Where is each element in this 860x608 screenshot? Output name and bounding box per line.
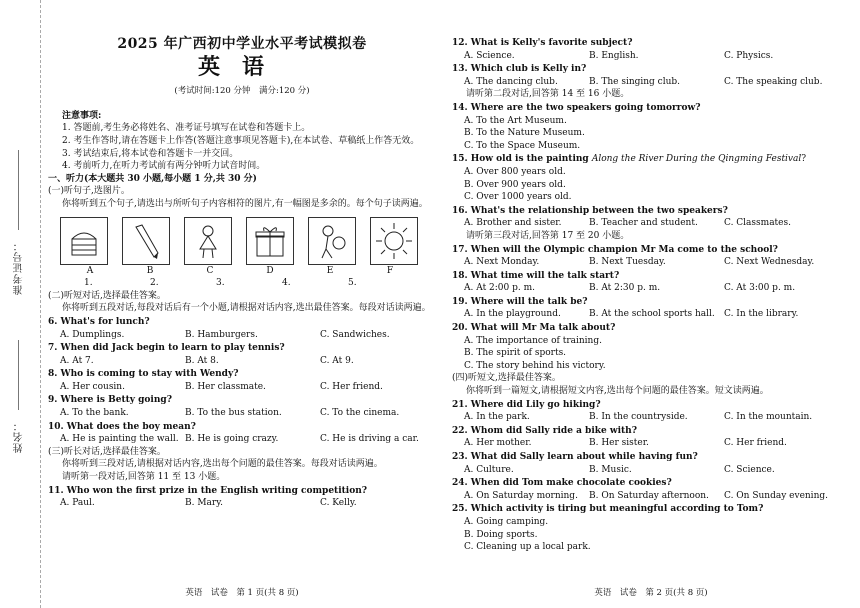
pencil-icon — [126, 221, 166, 261]
picture-letter: A — [86, 265, 94, 276]
option: B. To the bus station. — [185, 408, 282, 419]
picture-row — [60, 217, 436, 265]
option: A. Her mother. — [464, 438, 532, 449]
option: B. At 8. — [185, 355, 219, 366]
option: A. To the bank. — [60, 408, 129, 419]
question-text: 8. Who is coming to stay with Wendy? — [48, 369, 239, 380]
question-mark: ? — [801, 154, 807, 165]
option: B. On Saturday afternoon. — [589, 490, 709, 501]
option: B. In the countryside. — [589, 412, 688, 423]
option: C. In the mountain. — [724, 412, 813, 423]
cake-picture — [60, 217, 108, 265]
blank-number: 2. — [150, 278, 159, 289]
option: C. Cleaning up a local park. — [464, 542, 591, 553]
gift-picture — [246, 217, 294, 265]
option: B. Her classmate. — [185, 381, 266, 392]
option: A. To the Art Museum. — [464, 115, 567, 126]
exam-number-line — [18, 150, 19, 230]
option: B. Over 900 years old. — [464, 179, 566, 190]
question-text: 10. What does the boy mean? — [48, 421, 196, 432]
exam-number-label: 准考证号： — [14, 240, 25, 295]
option: A. Next Monday. — [464, 257, 540, 268]
notes — [48, 110, 436, 173]
option: A. In the park. — [464, 412, 530, 423]
listening-hint: 请听第一段对话,回答第 11 至 13 小题。 — [62, 472, 226, 483]
notes-title: 注意事项: — [62, 110, 102, 121]
option: B. Doing sports. — [464, 529, 538, 540]
option: C. To the cinema. — [320, 408, 400, 419]
option: A. Her cousin. — [60, 381, 125, 392]
question-text: 22. Whom did Sally ride a bike with? — [452, 425, 637, 436]
page-footer: 英语 试卷 第 2 页(共 8 页) — [594, 588, 708, 599]
page-footer: 英语 试卷 第 1 页(共 8 页) — [185, 588, 299, 599]
question-text: 21. Where did Lily go hiking? — [452, 399, 601, 410]
exam-meta: (考试时间:120 分钟 满分:120 分) — [174, 86, 310, 97]
question-text: 24. When did Tom make chocolate cookies? — [452, 478, 672, 489]
question-text — [452, 153, 850, 166]
boy-ball-picture — [308, 217, 356, 265]
option: B. Hamburgers. — [185, 329, 258, 340]
gift-icon — [250, 221, 290, 261]
answer-blanks — [84, 277, 436, 290]
question — [452, 451, 850, 476]
option: C. Kelly. — [320, 498, 357, 509]
part-heading: (四)听短文,选择最佳答案。 — [452, 373, 561, 384]
option: A. Brother and sister. — [464, 218, 562, 229]
option: B. At the school sports hall. — [589, 309, 715, 320]
option: B. The spirit of sports. — [464, 348, 567, 359]
option: A. Going camping. — [464, 516, 549, 527]
option: A. In the playground. — [464, 309, 561, 320]
option: B. Teacher and student. — [589, 218, 698, 229]
question — [452, 270, 850, 295]
option: C. The story behind his victory. — [464, 360, 606, 371]
question — [452, 503, 850, 553]
question-text: 20. What will Mr Ma talk about? — [452, 323, 616, 334]
question-text: 6. What's for lunch? — [48, 316, 150, 327]
part-heading: (三)听长对话,选择最佳答案。 — [48, 446, 166, 457]
question — [48, 485, 436, 510]
option: A. Science. — [464, 50, 515, 61]
blank-number: 3. — [216, 278, 225, 289]
page-1 — [48, 0, 436, 608]
question-text: 18. What time will the talk start? — [452, 270, 620, 281]
question-text-start: 15. How old is the painting — [452, 154, 592, 165]
option: C. At 3:00 p. m. — [724, 283, 796, 294]
part-description: 你将听到五个句子,请选出与所听句子内容相符的图片,有一幅图是多余的。每个句子读两遍。 — [62, 198, 428, 209]
question — [48, 342, 436, 367]
question — [452, 477, 850, 502]
blank-number: 4. — [282, 278, 291, 289]
blank-number: 1. — [84, 278, 93, 289]
question — [452, 102, 850, 152]
sun-icon — [374, 221, 414, 261]
option: A. On Saturday morning. — [464, 490, 578, 501]
listening-hint: 请听第三段对话,回答第 17 至 20 小题。 — [466, 230, 630, 241]
name-line — [18, 340, 19, 410]
option: B. Next Tuesday. — [589, 257, 666, 268]
option: C. Classmates. — [724, 218, 791, 229]
option: C. Next Wednesday. — [724, 257, 815, 268]
option: B. Mary. — [185, 498, 223, 509]
girl-icon — [188, 221, 228, 261]
option: C. Her friend. — [724, 438, 787, 449]
picture-letter: F — [386, 265, 394, 276]
question — [452, 425, 850, 450]
option: B. He is going crazy. — [185, 434, 279, 445]
option: C. Her friend. — [320, 381, 383, 392]
option: A. The importance of training. — [464, 335, 602, 346]
note-item: 3. 考试结束后,将本试卷和答题卡一并交回。 — [62, 148, 239, 159]
question-text: 25. Which activity is tiring but meaningful according to Tom? — [452, 504, 764, 515]
question — [48, 316, 436, 341]
question-text: 12. What is Kelly's favorite subject? — [452, 38, 633, 48]
note-item: 1. 答题前,考生务必将姓名、准考证号填写在试卷和答题卡上。 — [62, 123, 311, 134]
option: A. Paul. — [60, 498, 95, 509]
question-text: 17. When will the Olympic champion Mr Ma come to the school? — [452, 244, 778, 255]
question — [48, 394, 436, 419]
option: B. Music. — [589, 464, 632, 475]
question — [452, 322, 850, 372]
binding-margin — [0, 0, 41, 608]
exam-title: 2025 年广西初中学业水平考试模拟卷 — [117, 36, 367, 52]
subject-title: 英语 — [197, 53, 286, 80]
blank-number: 5. — [348, 278, 357, 289]
painting-title: Along the River During the Qingming Festival — [591, 154, 802, 165]
option: C. In the library. — [724, 309, 799, 320]
question-text: 13. Which club is Kelly in? — [452, 64, 587, 75]
option: C. On Sunday evening. — [724, 490, 828, 501]
option: C. Sandwiches. — [320, 329, 390, 340]
option: B. The singing club. — [589, 76, 681, 87]
question — [48, 368, 436, 393]
note-item: 4. 考前听力,在听力考试前有两分钟听力试音时间。 — [62, 161, 266, 172]
question — [48, 421, 436, 446]
option: B. To the Nature Museum. — [464, 128, 585, 139]
question-text: 7. When did Jack begin to learn to play tennis? — [48, 343, 285, 354]
pencil-picture — [122, 217, 170, 265]
option: A. Dumplings. — [60, 329, 125, 340]
part-heading: (一)听句子,选图片。 — [48, 186, 130, 197]
question-text: 9. Where is Betty going? — [48, 395, 172, 406]
option: C. To the Space Museum. — [464, 140, 581, 151]
option: C. At 9. — [320, 355, 354, 366]
option: C. Science. — [724, 464, 775, 475]
option: C. The speaking club. — [724, 76, 823, 87]
question-text: 19. Where will the talk be? — [452, 296, 588, 307]
question-text: 16. What's the relationship between the two speakers? — [452, 205, 728, 216]
option: A. Over 800 years old. — [464, 166, 566, 177]
option: B. Her sister. — [589, 438, 649, 449]
question — [452, 244, 850, 269]
option: C. He is driving a car. — [320, 434, 419, 445]
question-text: 14. Where are the two speakers going tomorrow? — [452, 102, 701, 113]
question — [452, 205, 850, 230]
option: B. English. — [589, 50, 639, 61]
picture-letters — [60, 265, 436, 278]
part-description: 你将听到三段对话,请根据对话内容,选出每个问题的最佳答案。每段对话读两遍。 — [62, 459, 383, 470]
question-text: 11. Who won the first prize in the English writing competition? — [48, 485, 368, 496]
sun-picture — [370, 217, 418, 265]
option: A. The dancing club. — [464, 76, 558, 87]
option: C. Physics. — [724, 50, 774, 61]
note-item: 2. 考生作答时,请在答题卡上作答(答题注意事项见答题卡),在本试卷、草稿纸上作答无效。 — [62, 135, 420, 146]
part-heading: (二)听短对话,选择最佳答案。 — [48, 290, 166, 301]
girl-picture — [184, 217, 232, 265]
question — [452, 296, 850, 321]
option: A. At 2:00 p. m. — [464, 283, 535, 294]
option: A. He is painting the wall. — [60, 434, 179, 445]
picture-letter: B — [146, 265, 154, 276]
question — [452, 153, 850, 203]
cake-icon — [64, 221, 104, 261]
question — [452, 63, 850, 88]
listening-hint: 请听第二段对话,回答第 14 至 16 小题。 — [466, 89, 630, 100]
picture-letter: D — [266, 265, 274, 276]
page-2 — [452, 0, 850, 608]
option: A. At 7. — [60, 355, 94, 366]
picture-letter: C — [206, 265, 214, 276]
part-description: 你将听到一篇短文,请根据短文内容,选出每个问题的最佳答案。短文读两遍。 — [466, 386, 769, 397]
picture-letter: E — [326, 265, 334, 276]
boy-ball-icon — [312, 221, 352, 261]
question-text: 23. What did Sally learn about while having fun? — [452, 452, 698, 462]
name-label: 姓名： — [14, 420, 25, 453]
question — [452, 399, 850, 424]
option: B. At 2:30 p. m. — [589, 283, 661, 294]
option: A. Culture. — [464, 464, 514, 475]
part-description: 你将听到五段对话,每段对话后有一个小题,请根据对话内容,选出最佳答案。每段对话读两遍。 — [62, 303, 431, 314]
option: C. Over 1000 years old. — [464, 192, 572, 203]
question — [452, 37, 850, 62]
section-heading: 一、听力(本大题共 30 小题,每小题 1 分,共 30 分) — [48, 173, 257, 184]
